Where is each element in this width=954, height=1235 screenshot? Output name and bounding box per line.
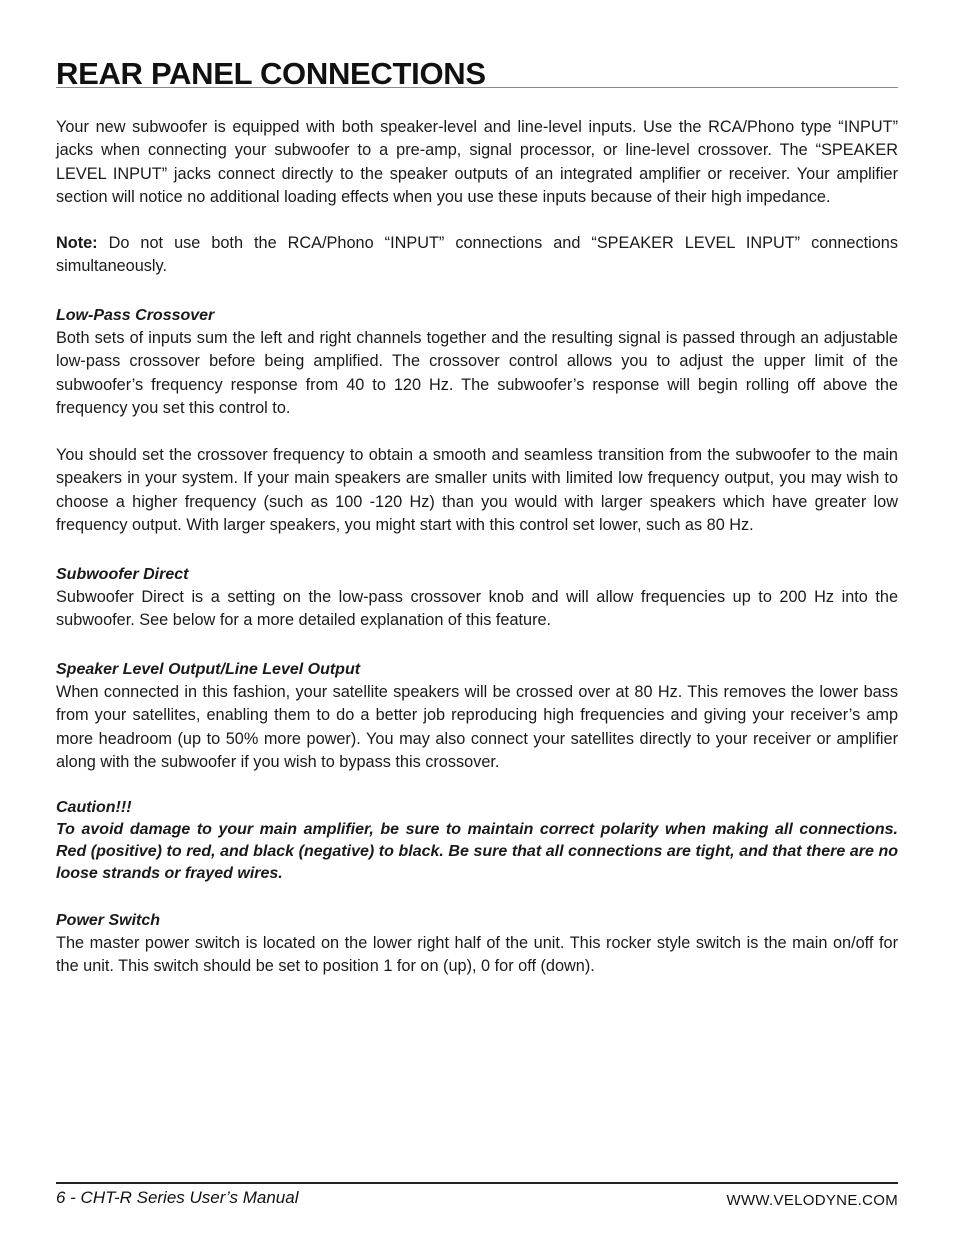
page-title: REAR PANEL CONNECTIONS	[56, 56, 486, 91]
intro-paragraph: Your new subwoofer is equipped with both speaker-level and line-level inputs. Use the RCA/Phono type “INPUT” jacks when connecting your subwoofer to a pre-amp, signal processor, or line-level crossover. The “SPEAKER LEVEL INPUT” jacks connect directly to the speaker outputs of an integrated amplifier or receiver. Your amplifier section will notice no additional loading effects when you use these inputs because of their high impedance.	[56, 118, 898, 206]
speaker-level-paragraph: When connected in this fashion, your satellite speakers will be crossed over at 80 Hz. This removes the lower bass from your satellites, enabling them to do a better job reproducing high frequencies and giving your receiver’s amp more headroom (up to 50% more power). You may also connect your satellites directly to your receiver or amplifier along with the subwoofer if you wish to bypass this crossover.	[56, 683, 898, 771]
footer-manual-label: 6 - CHT-R Series User’s Manual	[56, 1188, 299, 1207]
note-text: Do not use both the RCA/Phono “INPUT” connections and “SPEAKER LEVEL INPUT” connections simultaneously.	[56, 234, 898, 276]
low-pass-heading: Low-Pass Crossover	[56, 307, 215, 324]
caution-heading: Caution!!!	[56, 799, 132, 816]
caution-section	[56, 796, 898, 885]
footer-rule	[56, 1182, 898, 1184]
power-switch-heading: Power Switch	[56, 912, 161, 929]
power-switch-section	[56, 909, 898, 979]
sub-direct-heading: Subwoofer Direct	[56, 566, 189, 583]
speaker-level-heading: Speaker Level Output/Line Level Output	[56, 661, 361, 678]
crossover-advice-block	[56, 444, 898, 537]
title-rule	[56, 87, 898, 88]
sub-direct-section	[56, 563, 898, 633]
footer-website: WWW.VELODYNE.COM	[726, 1192, 898, 1209]
note-paragraph	[56, 232, 898, 279]
power-switch-paragraph: The master power switch is located on the lower right half of the unit. This rocker style switch is the main on/off for the unit. This switch should be set to position 1 for on (up), 0 for off (down).	[56, 934, 898, 976]
intro-block	[56, 116, 898, 209]
sub-direct-paragraph: Subwoofer Direct is a setting on the low-pass crossover knob and will allow frequencies up to 200 Hz into the subwoofer. See below for a more detailed explanation of this feature.	[56, 588, 898, 630]
speaker-level-section	[56, 658, 898, 774]
caution-paragraph: To avoid damage to your main amplifier, be sure to maintain correct polarity when making all connections. Red (positive) to red, and black (negative) to black. Be sure that all connections are tight, and that there are no loose strands or frayed wires.	[56, 821, 898, 882]
low-pass-paragraph-2: You should set the crossover frequency to obtain a smooth and seamless transition from the subwoofer to the main speakers in your system. If your main speakers are smaller units with limited low frequency output, you may wish to choose a higher frequency (such as 100 -120 Hz) than you would with larger speakers which have greater low frequency output. With larger speakers, you might start with this control set lower, such as 80 Hz.	[56, 446, 898, 534]
low-pass-section	[56, 304, 898, 420]
note-label: Note:	[56, 234, 98, 252]
low-pass-paragraph-1: Both sets of inputs sum the left and right channels together and the resulting signal is passed through an adjustable low-pass crossover before being amplified. The crossover control allows you to adjust the upper limit of the subwoofer’s frequency response from 40 to 120 Hz. The subwoofer’s response will begin rolling off above the frequency you set this control to.	[56, 329, 898, 417]
note-block	[56, 232, 898, 279]
